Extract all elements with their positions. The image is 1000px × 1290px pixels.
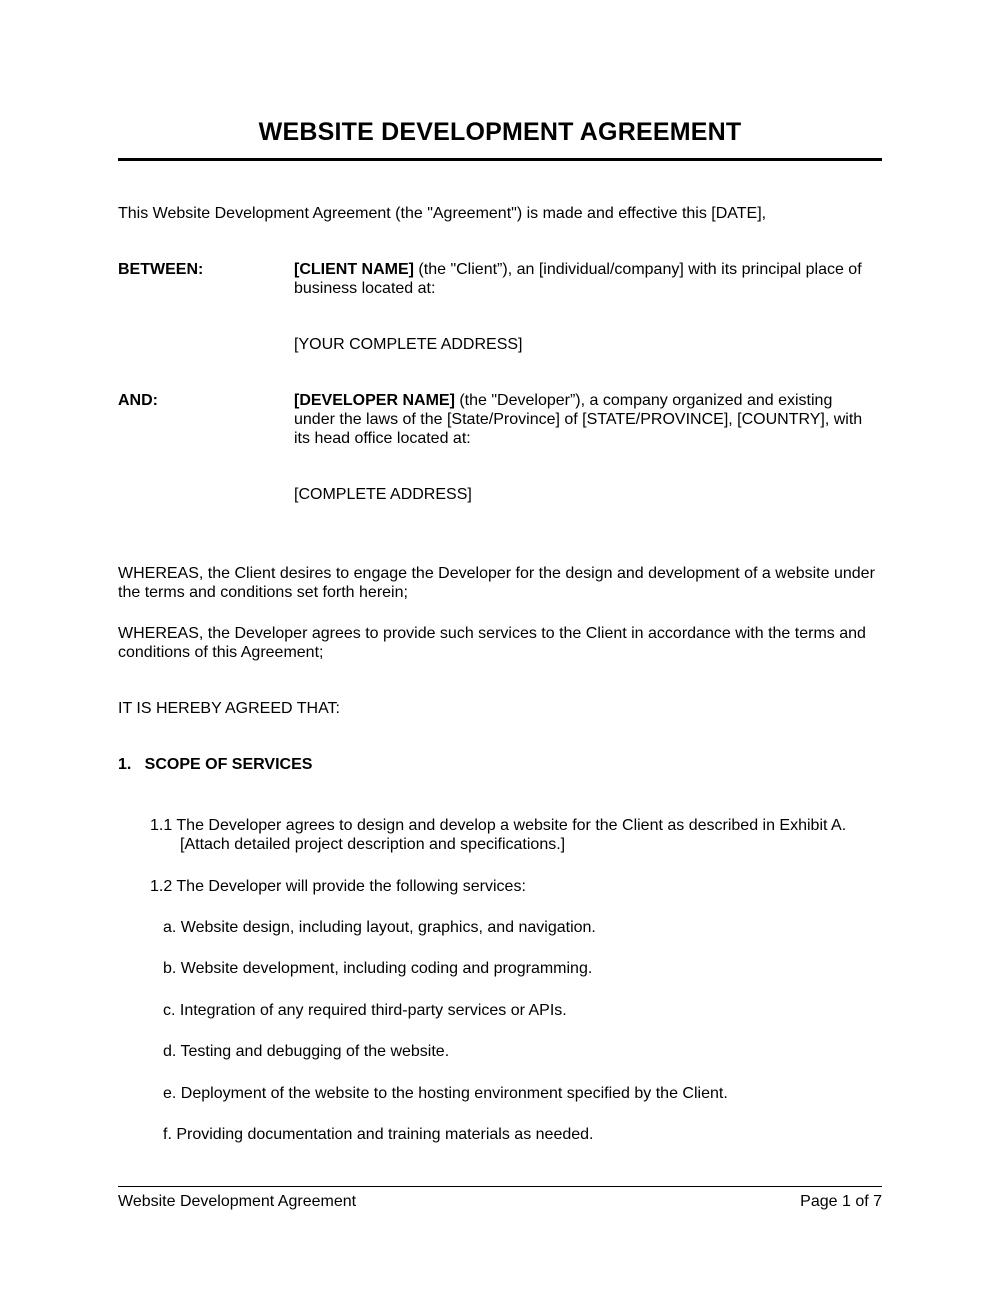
document-title: WEBSITE DEVELOPMENT AGREEMENT [258,118,742,146]
service-item-f: f. Providing documentation and training materials as needed. [163,1126,594,1143]
service-item-a: a. Website design, including layout, graphics, and navigation. [163,919,596,936]
clause-1-1-line1: 1.1 The Developer agrees to design and develop a website for the Client as described in Exhibit A. [150,817,847,834]
service-item-e: e. Deployment of the website to the hosting environment specified by the Client. [163,1085,728,1102]
section-1-heading: 1. SCOPE OF SERVICES [118,756,313,773]
developer-address: [COMPLETE ADDRESS] [294,486,472,503]
developer-desc-line3: its head office located at: [294,430,471,447]
footer-document-name: Website Development Agreement [118,1193,357,1210]
party-label-between: BETWEEN: [118,261,204,278]
clause-1-2: 1.2 The Developer will provide the following services: [150,878,526,895]
client-address: [YOUR COMPLETE ADDRESS] [294,336,523,353]
client-desc-line1: (the "Client”), an [individual/company] with its principal place of [413,261,862,278]
developer-desc-line2: under the laws of the [State/Province] of [STATE/PROVINCE], [COUNTRY], with [294,411,863,428]
developer-desc-line1: (the "Developer”), a company organized and existing [454,392,833,409]
client-desc-line2: business located at: [294,280,436,297]
service-item-b: b. Website development, including coding and programming. [163,960,593,977]
client-name: [CLIENT NAME] [294,261,414,278]
footer-divider [118,1186,882,1187]
developer-name: [DEVELOPER NAME] [294,392,455,409]
service-item-c: c. Integration of any required third-party services or APIs. [163,1002,567,1019]
whereas-clause-1: WHEREAS, the Client desires to engage the Developer for the design and development of a website under the terms and conditions set forth herein; [118,565,875,601]
agreed-statement: IT IS HEREBY AGREED THAT: [118,700,340,717]
whereas-clause-2: WHEREAS, the Developer agrees to provide such services to the Client in accordance with the terms and conditions of this Agreement; [118,625,866,661]
footer-page-number: Page 1 of 7 [800,1193,882,1210]
service-item-d: d. Testing and debugging of the website. [163,1043,450,1060]
intro-paragraph: This Website Development Agreement (the "Agreement") is made and effective this [DATE], [118,205,767,222]
title-divider [118,158,882,161]
clause-1-1-line2: [Attach detailed project description and specifications.] [180,836,566,853]
party-developer-description [294,391,890,448]
party-label-and: AND: [118,392,158,409]
party-client-description [294,260,890,298]
